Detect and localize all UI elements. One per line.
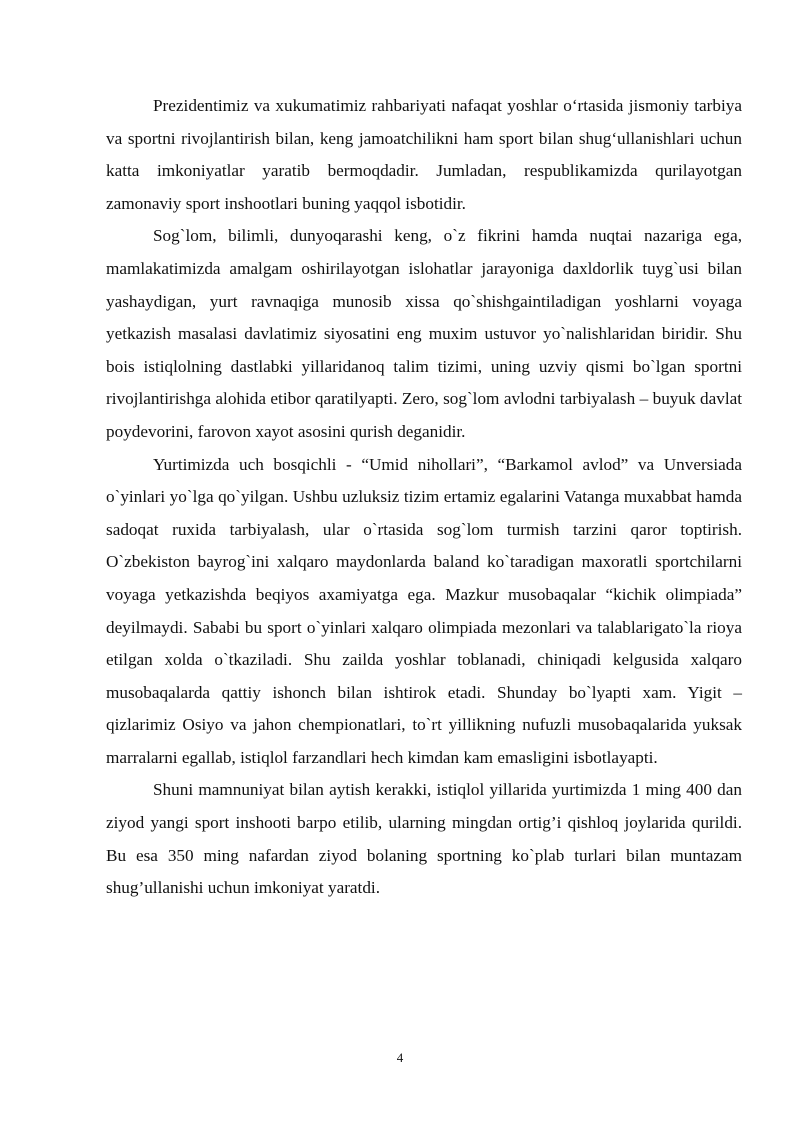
paragraph-4: Shuni mamnuniyat bilan aytish kerakki, istiqlol yillarida yurtimizda 1 ming 400 dan ziyod yangi sport inshooti barpo etilib, ularning mingdan ortig’i qishloq joylarida qurildi. Bu esa 350 ming nafardan ziyod bolaning sportning ko`plab turlari bilan muntazam shug’ullanishi uchun imkoniyat yaratdi. — [106, 780, 742, 898]
paragraph-2: Sog`lom, bilimli, dunyoqarashi keng, o`z fikrini hamda nuqtai nazariga ega, mamlakatimizda amalgam oshirilayotgan islohatlar jarayoniga daxldorlik tuyg`usi bilan yashaydigan, yurt ravnaqiga munosib xissa qo`shishgaintiladigan yoshlarni voyaga yetkazish masalasi davlatimiz siyosatini eng muxim ustuvor yo`nalishlaridan biridir. Shu bois istiqlolning dastlabki yillaridanoq talim tizimi, uning uzviy qismi bo`lgan sportni rivojlantirishga alohida etibor qaratilyapti. Zero, sog`lom avlodni tarbiyalash – buyuk davlat poydevorini, farovon xayot asosini qurish deganidir. — [106, 226, 742, 441]
paragraph-3: Yurtimizda uch bosqichli - “Umid nihollari”, “Barkamol avlod” va Unversiada o`yinlari yo`lga qo`yilgan. Ushbu uzluksiz tizim ertamiz egalarini Vatanga muxabbat hamda sadoqat ruxida tarbiyalash, ular o`rtasida sog`lom turmish tarzini qaror toptirish. O`zbekiston bayrog`ini xalqaro maydonlarda baland ko`taradigan maxoratli sportchilarni voyaga yetkazishda beqiyos axamiyatga ega. Mazkur musobaqalar “kichik olimpiada” deyilmaydi. Sababi bu sport o`yinlari xalqaro olimpiada mezonlari va talablarigato`la rioya etilgan xolda o`tkaziladi. Shu zailda yoshlar toblanadi, chiniqadi kelgusida xalqaro musobaqalarda qattiy ishonch bilan ishtirok etadi. Shunday bo`lyapti xam. Yigit – qizlarimiz Osiyo va jahon chempionatlari, to`rt yillikning nufuzli musobaqalarida yuksak marralarni egallab, istiqlol farzandlari hech kimdan kam emasligini isbotlayapti. — [106, 454, 742, 767]
page-number: 4 — [396, 1050, 404, 1065]
paragraph-1: Prezidentimiz va xukumatimiz rahbariyati nafaqat yoshlar o‘rtasida jismoniy tarbiya va sportni rivojlantirish bilan, keng jamoatchilikni ham sport bilan shug‘ullanishlari uchun katta imkoniyatlar yaratib bermoqdadir. Jumladan, respublikamizda qurilayotgan zamonaviy sport inshootlari buning yaqqol isbotidir. — [106, 96, 742, 213]
document-body — [106, 90, 742, 905]
